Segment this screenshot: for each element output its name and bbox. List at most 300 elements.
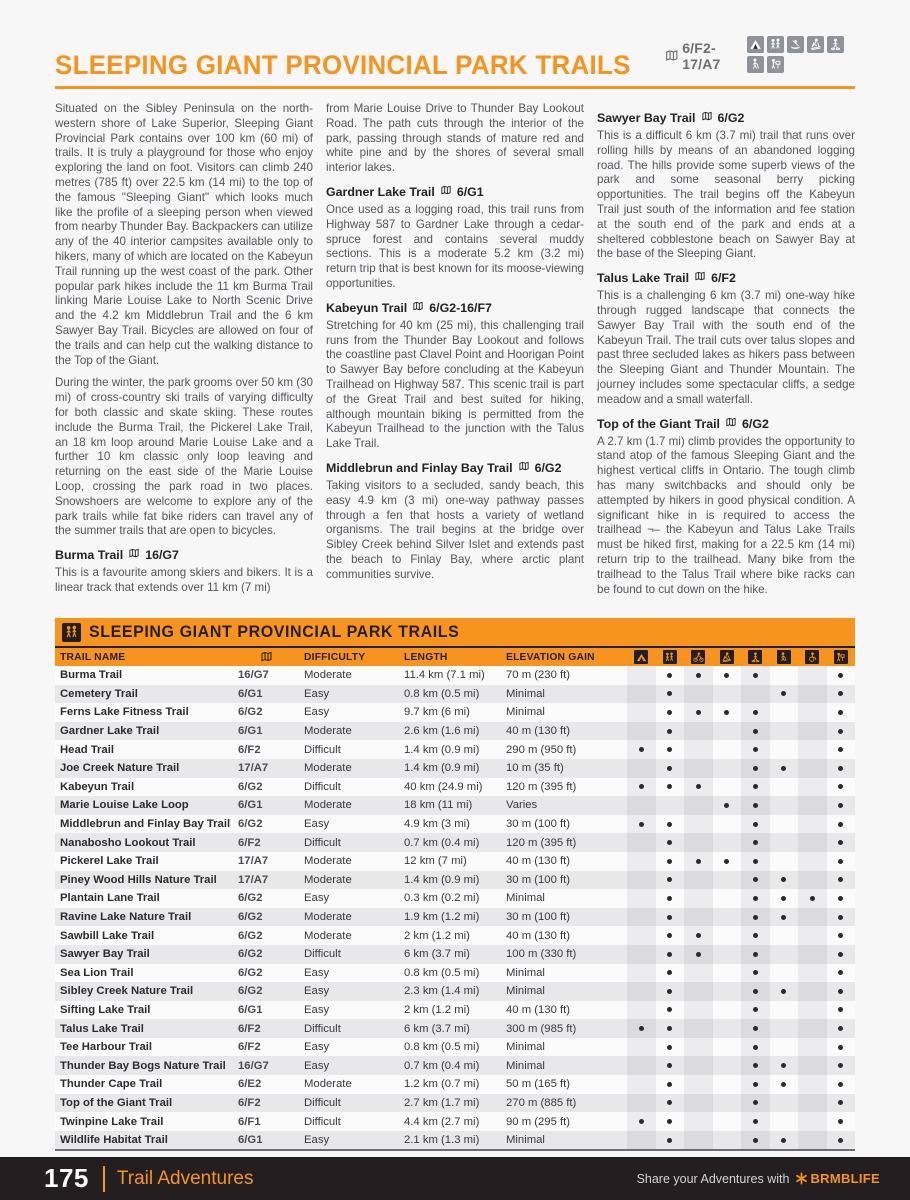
- trail-heading: [597, 271, 855, 285]
- activity-dot: [781, 766, 786, 771]
- cell-activity-wheelchair: [798, 815, 827, 834]
- cell-activity-walk: [770, 1131, 799, 1150]
- trail-heading-map-ref: 6/G2: [534, 460, 562, 475]
- page-title: SLEEPING GIANT PROVINCIAL PARK TRAILS: [55, 50, 631, 80]
- cell-trail-name: Talus Lake Trail: [60, 1022, 144, 1035]
- cell-activity-bike: [684, 1112, 713, 1131]
- map-icon: [517, 461, 531, 475]
- cell-activity-walk: [770, 926, 799, 945]
- paragraph: Taking visitors to a secluded, sandy beach, this easy 4.9 km (3 mi) one-way pathway passes through a fen that hosts a variety of wetland organisms. The trail begins at the bridge over Sibley Creek behind Silver Islet and extends past the beach to Finlay Bay, where arctic plant communities survive.: [326, 478, 584, 581]
- cell-difficulty: Moderate: [304, 911, 352, 924]
- cell-activity-tent: [627, 926, 656, 945]
- trails-table: [55, 618, 855, 1151]
- table-row: [55, 1038, 855, 1057]
- cell-activity-walk: [770, 908, 799, 927]
- cell-activity-hikers: [656, 852, 685, 871]
- activity-dot: [753, 710, 758, 715]
- cell-activity-interpretive: [827, 833, 856, 852]
- activity-dot: [781, 877, 786, 882]
- activity-dot: [667, 1045, 672, 1050]
- paragraph: This is a difficult 6 km (3.7 mi) trail that runs over rolling hills by means of an abandoned logging road. The hills provide some superb views of the park and some seasonal berry picking opportunities. The trail begins off the Kabeyun Trail just south of the information and fee station at the south end of the park and ends at a sheltered cobblestone beach on Sawyer Bay at the base of the Sleeping Giant.: [597, 129, 855, 261]
- activity-dot: [667, 989, 672, 994]
- cell-activity-ski: [713, 964, 742, 983]
- cell-activity-bike: [684, 889, 713, 908]
- cell-length: 1.4 km (0.9 mi): [404, 762, 480, 775]
- cell-trail-name: Cemetery Trail: [60, 687, 138, 700]
- cell-activity-wheelchair: [798, 722, 827, 741]
- activity-dot: [838, 1119, 843, 1124]
- walk-icon: [777, 650, 791, 664]
- activity-dot: [753, 1045, 758, 1050]
- cell-difficulty: Moderate: [304, 669, 352, 682]
- activity-dot: [753, 673, 758, 678]
- cell-trail-name: Sifting Lake Trail: [60, 1003, 151, 1016]
- table-row: [55, 926, 855, 945]
- cell-elevation-gain: 90 m (295 ft): [506, 1115, 571, 1128]
- footer-divider: [103, 1166, 105, 1192]
- cell-elevation-gain: 30 m (100 ft): [506, 873, 571, 886]
- table-row: [55, 666, 855, 685]
- activity-dot: [724, 803, 729, 808]
- cell-activity-tent: [627, 703, 656, 722]
- column-header-tent-icon: [627, 650, 656, 664]
- cell-difficulty: Easy: [304, 1003, 330, 1016]
- map-icon: [693, 271, 707, 285]
- cell-activity-snowshoe: [741, 815, 770, 834]
- activity-dot: [781, 896, 786, 901]
- cell-difficulty: Difficult: [304, 780, 341, 793]
- cell-activity-interpretive: [827, 1056, 856, 1075]
- activity-dot: [667, 1100, 672, 1105]
- column-header-ski-icon: [713, 650, 742, 664]
- cell-activity-hikers: [656, 666, 685, 685]
- cell-activity-walk: [770, 964, 799, 983]
- cell-activity-interpretive: [827, 945, 856, 964]
- cell-activity-interpretive: [827, 722, 856, 741]
- cell-activity-snowshoe: [741, 1094, 770, 1113]
- article-column-1: [55, 102, 313, 602]
- cell-activity-bike: [684, 852, 713, 871]
- cell-elevation-gain: 120 m (395 ft): [506, 836, 577, 849]
- column-header-snowshoe-icon: [741, 650, 770, 664]
- table-header-row: [55, 648, 855, 666]
- cell-activity-ski: [713, 852, 742, 871]
- cell-activity-wheelchair: [798, 1094, 827, 1113]
- activity-dot: [696, 710, 701, 715]
- activity-dot: [838, 1026, 843, 1031]
- cell-activity-snowshoe: [741, 908, 770, 927]
- cell-activity-ski: [713, 815, 742, 834]
- cell-activity-walk: [770, 740, 799, 759]
- activity-dot: [838, 970, 843, 975]
- cell-map-ref: 6/F2: [238, 743, 261, 756]
- table-row: [55, 945, 855, 964]
- cell-activity-hikers: [656, 815, 685, 834]
- cell-activity-interpretive: [827, 1131, 856, 1150]
- cell-activity-hikers: [656, 1075, 685, 1094]
- cell-activity-snowshoe: [741, 778, 770, 797]
- interpretive-icon: [767, 56, 784, 73]
- cell-difficulty: Easy: [304, 966, 330, 979]
- map-icon: [665, 49, 679, 63]
- cell-difficulty: Easy: [304, 892, 330, 905]
- cell-activity-walk: [770, 666, 799, 685]
- table-row: [55, 740, 855, 759]
- cell-activity-interpretive: [827, 1112, 856, 1131]
- activity-dot: [838, 915, 843, 920]
- cell-map-ref: 6/G1: [238, 1134, 263, 1147]
- cell-length: 4.9 km (3 mi): [404, 818, 470, 831]
- column-header-trail-name: TRAIL NAME: [60, 651, 126, 663]
- cell-activity-bike: [684, 722, 713, 741]
- cell-activity-hikers: [656, 982, 685, 1001]
- cell-length: 2.7 km (1.7 mi): [404, 1096, 480, 1109]
- paragraph: This is a challenging 6 km (3.7 mi) one-way hike through rugged landscape that connects the Sawyer Bay Trail with the south end of the Kabeyun Trail. The trail cuts over talus slopes and past three secluded lakes as hikers pass between the Sleeping Giant and Thunder Mountain. The journey includes some spectacular cliffs, a sedge meadow and a small waterfall.: [597, 289, 855, 406]
- activity-dot: [838, 877, 843, 882]
- cell-activity-tent: [627, 759, 656, 778]
- activity-dot: [753, 766, 758, 771]
- cell-trail-name: Sibley Creek Nature Trail: [60, 985, 194, 998]
- trail-heading-title: Top of the Giant Trail: [597, 416, 720, 431]
- cell-elevation-gain: 40 m (130 ft): [506, 1003, 571, 1016]
- cell-activity-snowshoe: [741, 964, 770, 983]
- activity-dot: [667, 784, 672, 789]
- cell-activity-walk: [770, 722, 799, 741]
- footer: [0, 1157, 910, 1200]
- footer-share: [637, 1171, 880, 1186]
- cell-activity-walk: [770, 815, 799, 834]
- activity-dot: [753, 803, 758, 808]
- cell-difficulty: Difficult: [304, 836, 341, 849]
- cell-activity-ski: [713, 871, 742, 890]
- hikers-icon: [663, 650, 677, 664]
- activity-dot: [838, 896, 843, 901]
- cell-difficulty: Moderate: [304, 799, 352, 812]
- cell-activity-snowshoe: [741, 666, 770, 685]
- cell-activity-hikers: [656, 1038, 685, 1057]
- activity-dot: [696, 933, 701, 938]
- activity-dot: [838, 766, 843, 771]
- wheelchair-icon: [805, 650, 819, 664]
- cell-length: 0.8 km (0.5 mi): [404, 687, 480, 700]
- cell-activity-tent: [627, 778, 656, 797]
- cell-trail-name: Piney Wood Hills Nature Trail: [60, 873, 217, 886]
- cell-activity-snowshoe: [741, 945, 770, 964]
- activity-dot: [838, 729, 843, 734]
- cell-activity-walk: [770, 759, 799, 778]
- cell-activity-snowshoe: [741, 889, 770, 908]
- cell-activity-hikers: [656, 1112, 685, 1131]
- column-header-wheelchair-icon: [798, 650, 827, 664]
- activity-dot: [667, 896, 672, 901]
- cell-difficulty: Easy: [304, 687, 330, 700]
- activity-dot: [667, 729, 672, 734]
- activity-dot: [781, 691, 786, 696]
- cell-activity-wheelchair: [798, 1075, 827, 1094]
- article-column-2: [326, 102, 584, 602]
- paddle-icon: [787, 36, 804, 53]
- header-activity-icons: [744, 36, 855, 76]
- cell-activity-ski: [713, 1131, 742, 1150]
- activity-dot: [696, 952, 701, 957]
- cell-difficulty: Moderate: [304, 855, 352, 868]
- cell-difficulty: Moderate: [304, 929, 352, 942]
- cell-activity-ski: [713, 945, 742, 964]
- cell-activity-tent: [627, 1075, 656, 1094]
- activity-dot: [667, 1082, 672, 1087]
- cell-difficulty: Moderate: [304, 1078, 352, 1091]
- cell-length: 2 km (1.2 mi): [404, 929, 470, 942]
- activity-dot: [753, 840, 758, 845]
- activity-dot: [667, 840, 672, 845]
- activity-dot: [667, 1026, 672, 1031]
- column-header-difficulty: DIFFICULTY: [304, 651, 366, 663]
- cell-activity-walk: [770, 833, 799, 852]
- paragraph: This is a favourite among skiers and bikers. It is a linear track that extends over 11 km (7 mi): [55, 566, 313, 594]
- activity-dot: [838, 840, 843, 845]
- cell-map-ref: 6/F2: [238, 1022, 261, 1035]
- activity-dot: [724, 673, 729, 678]
- table-title-bar: [55, 618, 855, 648]
- cell-activity-hikers: [656, 945, 685, 964]
- table-row: [55, 685, 855, 704]
- cell-activity-walk: [770, 1038, 799, 1057]
- cell-difficulty: Easy: [304, 706, 330, 719]
- activity-dot: [724, 710, 729, 715]
- cell-activity-interpretive: [827, 964, 856, 983]
- cell-activity-hikers: [656, 1019, 685, 1038]
- cell-length: 6 km (3.7 mi): [404, 1022, 470, 1035]
- cell-map-ref: 6/F2: [238, 1041, 261, 1054]
- map-icon: [411, 301, 425, 315]
- cell-activity-bike: [684, 833, 713, 852]
- cell-length: 9.7 km (6 mi): [404, 706, 470, 719]
- interpretive-icon: [834, 650, 848, 664]
- cell-activity-ski: [713, 1038, 742, 1057]
- cell-activity-walk: [770, 982, 799, 1001]
- cell-activity-interpretive: [827, 1075, 856, 1094]
- cell-activity-snowshoe: [741, 1112, 770, 1131]
- cell-activity-interpretive: [827, 1019, 856, 1038]
- cell-length: 4.4 km (2.7 mi): [404, 1115, 480, 1128]
- cell-activity-snowshoe: [741, 1001, 770, 1020]
- cell-difficulty: Easy: [304, 818, 330, 831]
- cell-activity-ski: [713, 1056, 742, 1075]
- cell-activity-tent: [627, 666, 656, 685]
- activity-dot: [838, 747, 843, 752]
- cell-activity-walk: [770, 852, 799, 871]
- activity-dot: [724, 859, 729, 864]
- activity-dot: [667, 1119, 672, 1124]
- cell-elevation-gain: 30 m (100 ft): [506, 818, 571, 831]
- cell-trail-name: Plantain Lane Trail: [60, 892, 160, 905]
- trail-heading-title: Kabeyun Trail: [326, 300, 408, 315]
- cell-elevation-gain: 30 m (100 ft): [506, 911, 571, 924]
- cell-activity-bike: [684, 740, 713, 759]
- map-icon: [127, 548, 141, 562]
- cell-elevation-gain: 40 m (130 ft): [506, 725, 571, 738]
- table-bottom-border: [55, 1149, 855, 1151]
- activity-dot: [667, 877, 672, 882]
- cell-length: 2.3 km (1.4 mi): [404, 985, 480, 998]
- cell-activity-wheelchair: [798, 778, 827, 797]
- trail-heading-title: Sawyer Bay Trail: [597, 111, 696, 125]
- trail-heading: [326, 461, 584, 475]
- cell-elevation-gain: Minimal: [506, 892, 545, 905]
- activity-dot: [838, 822, 843, 827]
- table-row: [55, 1112, 855, 1131]
- trail-heading-map-ref: 6/G2: [717, 111, 745, 125]
- cell-activity-snowshoe: [741, 852, 770, 871]
- activity-dot: [667, 766, 672, 771]
- paragraph: from Marie Louise Drive to Thunder Bay Lookout Road. The path cuts through the interior of the park, passing through stands of mature red and white pine and by the shores of several small interior lakes.: [326, 102, 584, 175]
- cell-elevation-gain: 270 m (885 ft): [506, 1096, 577, 1109]
- column-header-bike-icon: [684, 650, 713, 664]
- activity-dot: [753, 1063, 758, 1068]
- cell-activity-interpretive: [827, 759, 856, 778]
- activity-dot: [838, 1063, 843, 1068]
- cell-activity-interpretive: [827, 908, 856, 927]
- cell-trail-name: Thunder Bay Bogs Nature Trail: [60, 1059, 226, 1072]
- cell-map-ref: 17/A7: [238, 873, 269, 886]
- activity-dot: [753, 1100, 758, 1105]
- trail-heading: [55, 548, 313, 562]
- cell-trail-name: Head Trail: [60, 743, 114, 756]
- cell-activity-wheelchair: [798, 964, 827, 983]
- cell-length: 2.1 km (1.3 mi): [404, 1134, 480, 1147]
- cell-activity-ski: [713, 740, 742, 759]
- cell-activity-wheelchair: [798, 666, 827, 685]
- activity-dot: [639, 822, 644, 827]
- cell-activity-bike: [684, 666, 713, 685]
- cell-trail-name: Ravine Lake Nature Trail: [60, 911, 192, 924]
- activity-dot: [753, 970, 758, 975]
- activity-dot: [838, 859, 843, 864]
- paragraph: Stretching for 40 km (25 mi), this challenging trail runs from the Thunder Bay Lookout and follows the coastline past Clavel Point and Hoorigan Point to Sawyer Bay before concluding at the Kabeyun Trailhead on Highway 587. This scenic trail is part of the Great Trail and best suited for hiking, although mountain biking is permitted from the Kabeyun Trailhead to the junction with the Talus Lake Trail.: [326, 318, 584, 451]
- snowshoe-icon: [748, 650, 762, 664]
- cell-difficulty: Difficult: [304, 1022, 341, 1035]
- cell-length: 11.4 km (7.1 mi): [404, 669, 485, 682]
- cell-difficulty: Easy: [304, 1041, 330, 1054]
- cell-elevation-gain: 290 m (950 ft): [506, 743, 577, 756]
- cell-activity-hikers: [656, 1056, 685, 1075]
- cell-trail-name: Marie Louise Lake Loop: [60, 799, 189, 812]
- cell-elevation-gain: Minimal: [506, 1059, 545, 1072]
- footer-section-title: Trail Adventures: [116, 1167, 254, 1189]
- cell-activity-ski: [713, 926, 742, 945]
- cell-activity-bike: [684, 1056, 713, 1075]
- cell-trail-name: Tee Harbour Trail: [60, 1041, 153, 1054]
- cell-elevation-gain: 70 m (230 ft): [506, 669, 571, 682]
- brmb-logo-icon: [795, 1172, 808, 1185]
- cell-difficulty: Difficult: [304, 1096, 341, 1109]
- cell-length: 0.7 km (0.4 mi): [404, 1059, 480, 1072]
- activity-dot: [667, 915, 672, 920]
- cell-map-ref: 6/F1: [238, 1115, 261, 1128]
- cell-map-ref: 6/G2: [238, 985, 263, 998]
- activity-dot: [838, 803, 843, 808]
- cell-activity-snowshoe: [741, 926, 770, 945]
- cell-activity-ski: [713, 778, 742, 797]
- cell-activity-bike: [684, 871, 713, 890]
- cell-activity-interpretive: [827, 740, 856, 759]
- cell-activity-walk: [770, 1094, 799, 1113]
- cell-activity-wheelchair: [798, 1112, 827, 1131]
- cell-activity-tent: [627, 982, 656, 1001]
- cell-activity-interpretive: [827, 685, 856, 704]
- cell-activity-tent: [627, 871, 656, 890]
- hikers-icon: [767, 36, 784, 53]
- cell-elevation-gain: 50 m (165 ft): [506, 1078, 571, 1091]
- activity-dot: [753, 989, 758, 994]
- cell-trail-name: Gardner Lake Trail: [60, 725, 160, 738]
- trail-heading-map-ref: 16/G7: [145, 548, 179, 563]
- cell-length: 0.3 km (0.2 mi): [404, 892, 480, 905]
- cell-difficulty: Moderate: [304, 762, 352, 775]
- cell-activity-bike: [684, 815, 713, 834]
- cell-map-ref: 6/G2: [238, 818, 263, 831]
- cell-activity-ski: [713, 666, 742, 685]
- cell-difficulty: Easy: [304, 985, 330, 998]
- cell-activity-interpretive: [827, 926, 856, 945]
- activity-dot: [696, 784, 701, 789]
- footer-share-text: Share your Adventures with: [636, 1171, 790, 1186]
- activity-dot: [753, 1026, 758, 1031]
- cell-trail-name: Twinpine Lake Trail: [60, 1115, 164, 1128]
- cell-activity-bike: [684, 964, 713, 983]
- cell-activity-snowshoe: [741, 703, 770, 722]
- activity-dot: [667, 1063, 672, 1068]
- page-number: 175: [44, 1163, 89, 1193]
- activity-dot: [667, 747, 672, 752]
- cell-activity-walk: [770, 1075, 799, 1094]
- cell-activity-tent: [627, 722, 656, 741]
- trail-heading-title: Middlebrun and Finlay Bay Trail: [326, 460, 513, 475]
- cell-activity-bike: [684, 1038, 713, 1057]
- cell-trail-name: Burma Trail: [60, 669, 123, 682]
- trail-heading: [326, 185, 584, 199]
- table-row: [55, 964, 855, 983]
- cell-length: 1.4 km (0.9 mi): [404, 743, 480, 756]
- cell-activity-interpretive: [827, 778, 856, 797]
- cell-activity-interpretive: [827, 1094, 856, 1113]
- activity-dot: [753, 729, 758, 734]
- page-header: [55, 0, 855, 79]
- cell-activity-tent: [627, 1094, 656, 1113]
- cell-trail-name: Nanabosho Lookout Trail: [60, 836, 196, 849]
- cell-activity-snowshoe: [741, 1019, 770, 1038]
- cell-map-ref: 6/G2: [238, 706, 263, 719]
- cell-activity-hikers: [656, 1131, 685, 1150]
- table-row: [55, 982, 855, 1001]
- cell-activity-wheelchair: [798, 945, 827, 964]
- cell-activity-bike: [684, 1019, 713, 1038]
- activity-dot: [667, 859, 672, 864]
- activity-dot: [667, 1138, 672, 1143]
- cell-activity-tent: [627, 796, 656, 815]
- activity-dot: [781, 1082, 786, 1087]
- cell-activity-tent: [627, 1112, 656, 1131]
- cell-activity-hikers: [656, 703, 685, 722]
- cell-activity-ski: [713, 1019, 742, 1038]
- cell-trail-name: Joe Creek Nature Trail: [60, 762, 180, 775]
- activity-dot: [753, 747, 758, 752]
- cell-map-ref: 6/G2: [238, 780, 263, 793]
- cell-map-ref: 6/G2: [238, 929, 263, 942]
- activity-dot: [639, 1026, 644, 1031]
- map-icon: [724, 417, 738, 431]
- activity-dot: [781, 989, 786, 994]
